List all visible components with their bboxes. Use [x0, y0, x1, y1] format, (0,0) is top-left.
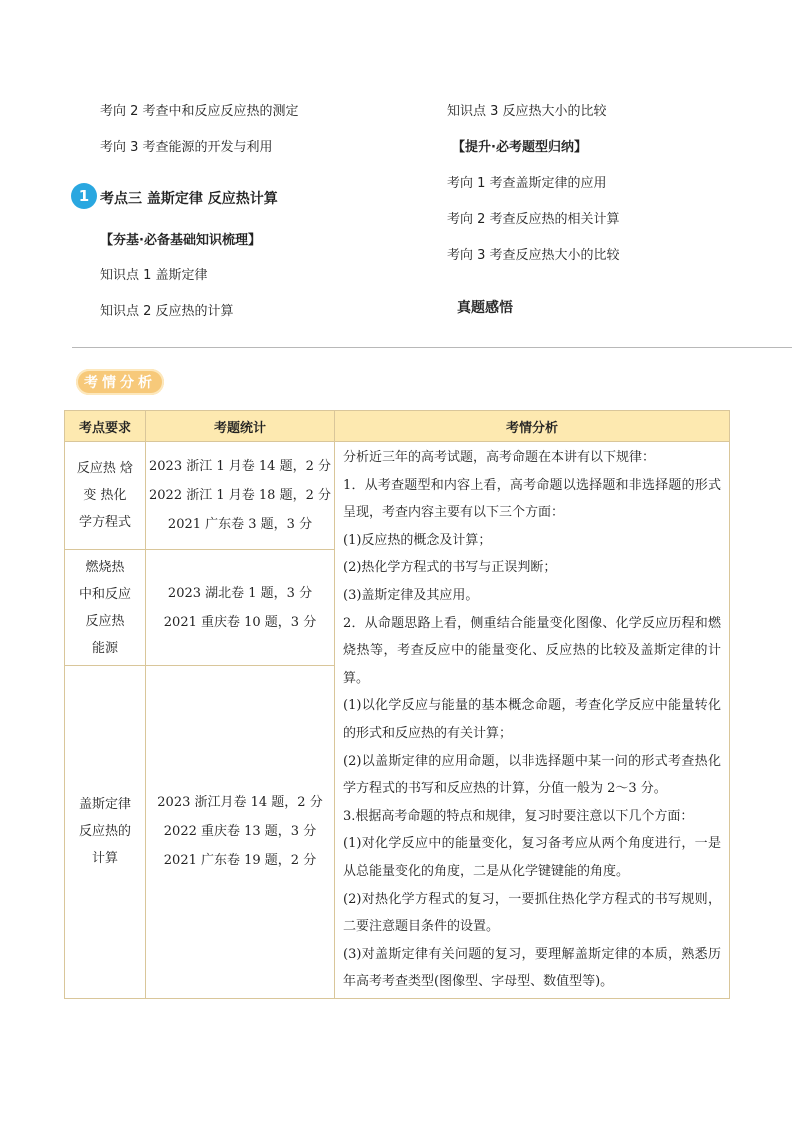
toc-item[interactable]: 考向 3 考查反应热大小的比较	[447, 248, 620, 263]
analysis-line: (2)以盖斯定律的应用命题，以非选择题中某一问的形式考查热化学方程式的书写和反应热的计算，分值一般为 2～3 分。	[343, 753, 721, 797]
analysis-line: 3.根据高考命题的特点和规律，复习时要注意以下几个方面：	[343, 808, 694, 824]
analysis-line: (3)对盖斯定律有关问题的复习，要理解盖斯定律的本质，熟悉历年高考考查类型(图像型、字母型、数值型等)。	[343, 946, 721, 990]
analysis-line: 1．从考查题型和内容上看，高考命题以选择题和非选择题的形式呈现，考查内容主要有以下三个方面：	[343, 477, 721, 521]
stats-cell	[146, 442, 335, 550]
toc-item[interactable]: 【夯基·必备基础知识梳理】	[100, 233, 261, 248]
analysis-line: (3)盖斯定律及其应用。	[343, 587, 479, 603]
header-cell: 考情分析	[335, 411, 730, 442]
header-cell: 考题统计	[146, 411, 335, 442]
toc-item[interactable]: 考向 2 考查中和反应反应热的测定	[100, 104, 299, 119]
toc-item[interactable]: 知识点 1 盖斯定律	[100, 268, 208, 283]
analysis-line: (1)对化学反应中的能量变化，复习备考应从两个角度进行，一是从总能量变化的角度，二是从化学键键能的角度。	[343, 836, 721, 879]
toc-item[interactable]: 知识点 3 反应热大小的比较	[447, 104, 607, 119]
header-cell: 考点要求	[65, 411, 146, 442]
topic-cell	[65, 442, 146, 550]
stats-line: 2023 浙江月卷 14 题，2 分	[157, 795, 323, 811]
toc-item[interactable]: 考向 3 考查能源的开发与利用	[100, 140, 273, 155]
analysis-cell	[335, 442, 730, 999]
stats-line: 2021 广东卷 3 题，3 分	[167, 517, 313, 533]
analysis-line: (2)对热化学方程式的复习，一要抓住热化学方程式的书写规则，二要注意题目条件的设置。	[343, 891, 721, 935]
analysis-line: (1)以化学反应与能量的基本概念命题，考查化学反应中能量转化的形式和反应热的有关计算；	[343, 698, 721, 741]
topic-cell	[65, 550, 146, 665]
stats-line: 2023 浙江 1 月卷 14 题，2 分	[149, 459, 331, 475]
stats-cell	[146, 665, 335, 998]
stats-line: 2022 浙江 1 月卷 18 题，2 分	[149, 488, 331, 504]
divider	[72, 347, 792, 348]
topic-line: 中和反应	[78, 586, 131, 602]
topic-line: 计算	[91, 851, 118, 867]
stats-line: 2021 广东卷 19 题，2 分	[163, 853, 317, 869]
toc-item[interactable]: 考向 1 考查盖斯定律的应用	[447, 176, 607, 191]
topic-line: 反应热 焓	[76, 461, 134, 477]
analysis-banner: 考情分析	[76, 369, 164, 395]
section-title[interactable]: 考点三 盖斯定律 反应热计算	[100, 191, 278, 207]
topic-line: 学方程式	[78, 515, 131, 531]
topic-cell	[65, 665, 146, 998]
analysis-line: 2．从命题思路上看，侧重结合能量变化图像、化学反应历程和燃烧热等，考查反应中的能量变化、反应热的比较及盖斯定律的计算。	[343, 615, 721, 686]
analysis-table	[64, 410, 730, 999]
table-header-row	[65, 411, 730, 442]
stats-line: 2022 重庆卷 13 题，3 分	[163, 824, 317, 840]
toc-item-zhenti[interactable]: 真题感悟	[457, 300, 513, 316]
topic-line: 能源	[91, 640, 118, 656]
analysis-line: 分析近三年的高考试题，高考命题在本讲有以下规律：	[343, 450, 656, 465]
toc-item[interactable]: 考向 2 考查反应热的相关计算	[447, 212, 620, 227]
toc-item[interactable]: 知识点 2 反应热的计算	[100, 304, 234, 319]
topic-line: 反应热	[85, 613, 125, 629]
stats-line: 2023 湖北卷 1 题，3 分	[167, 585, 313, 601]
analysis-line: (2)热化学方程式的书写与正误判断；	[343, 560, 557, 576]
topic-line: 反应热的	[78, 824, 131, 840]
topic-line: 变 热化	[83, 488, 127, 504]
analysis-line: (1)反应热的概念及计算；	[343, 532, 492, 548]
section-number-badge: 1	[71, 183, 97, 209]
topic-line: 盖斯定律	[78, 797, 131, 813]
toc-item[interactable]: 【提升·必考题型归纳】	[452, 140, 587, 155]
stats-cell	[146, 550, 335, 665]
stats-line: 2021 重庆卷 10 题，3 分	[163, 614, 317, 630]
topic-line: 燃烧热	[85, 559, 125, 575]
table-row	[65, 442, 730, 550]
